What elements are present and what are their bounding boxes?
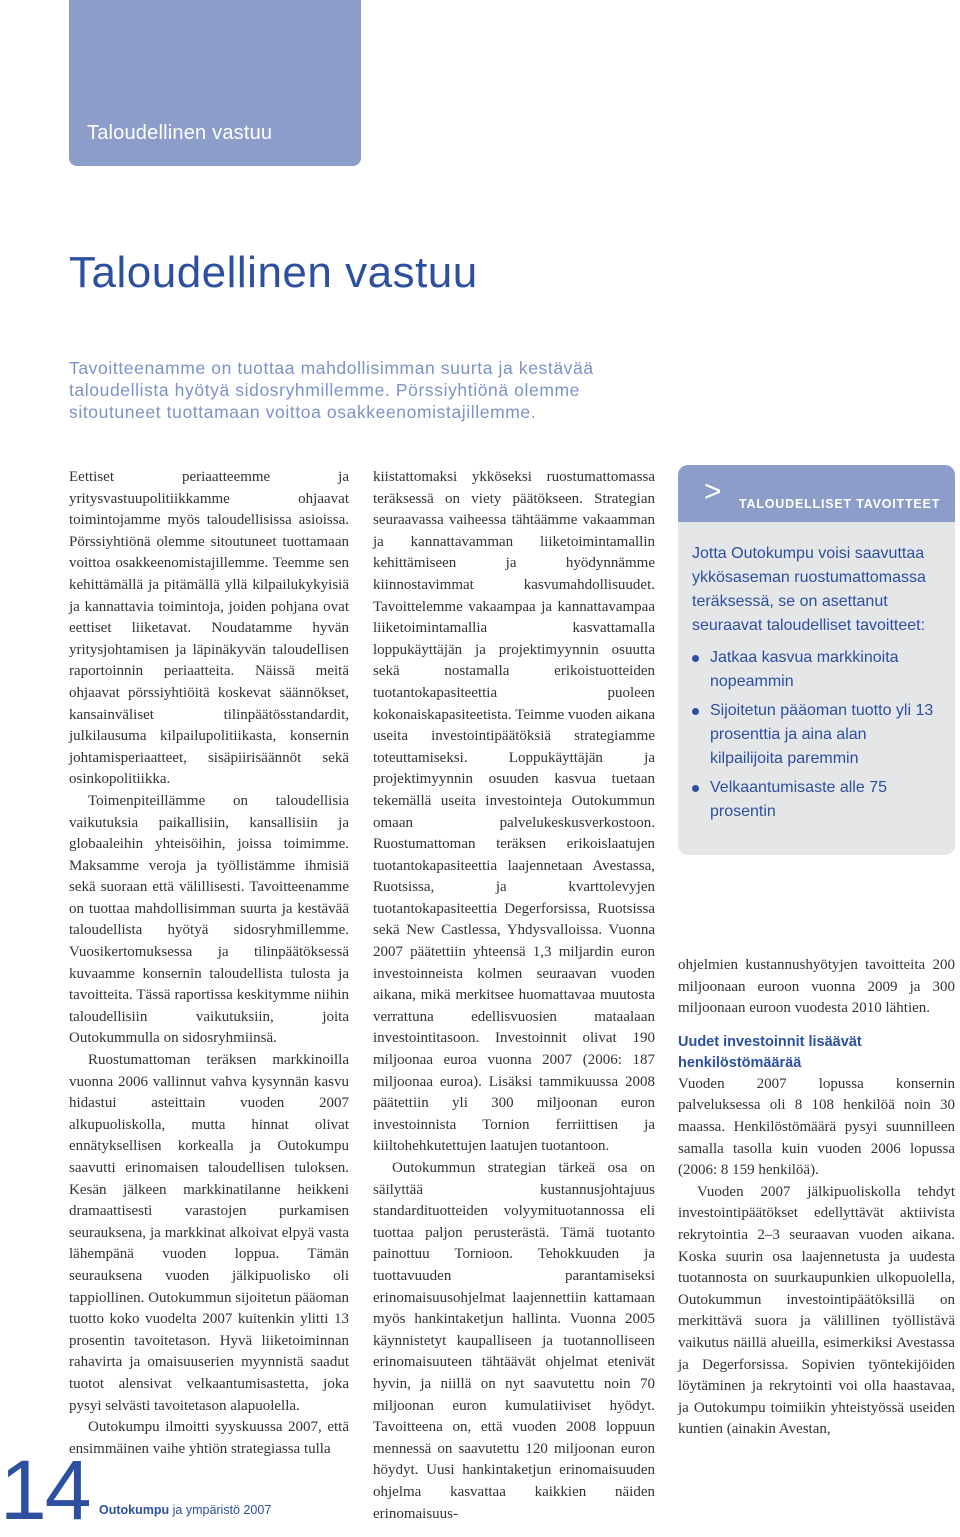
section-heading: Uudet investoinnit lisäävät henkilöstömäärää [678, 1033, 862, 1071]
financial-targets-list [692, 646, 942, 824]
bullet-icon [692, 785, 699, 792]
list-item [692, 776, 942, 824]
list-item [692, 646, 942, 694]
paragraph: Eettiset periaatteemme ja yritysvastuupolitiikkamme ohjaavat toimintojamme myös taloudellisissa asioissa. Pörssiyhtiönä olemme sitoutuneet tuottamaan voittoa osakkeenomistajillemme. Teemme sen kehittämällä ja pitämällä yllä kilpailukykyisiä ja kannattavia toimintoja, joiden pohjana ovat eettiset liiketavat. Noudatamme hyvän yritysjohtamisen ja läpinäkyvän taloudellisen raportoinnin periaatteita. Näissä meitä ohjaavat pörssiyhtiöitä koskevat säännökset, kansainväliset tilinpäätösstandardit, julkilausuma kilpailupolitiikasta, konsernin johtamisperiaatteet, sisäpiirisäännöt sekä osinkopolitiikka. [69, 469, 349, 788]
chevron-right-icon: > [704, 475, 722, 508]
paragraph: ohjelmien kustannushyötyjen tavoitteita 200 miljoonaan euroon vuonna 2009 ja 300 miljoonaan euroon vuodesta 2010 lähtien. [678, 957, 955, 1017]
financial-targets-box [678, 465, 955, 855]
footer-brand: Outokumpu [99, 1503, 170, 1517]
financial-targets-title: TALOUDELLISET TAVOITTEET [739, 497, 941, 511]
financial-targets-header [678, 465, 955, 522]
text-column-1 [69, 467, 349, 1460]
paragraph: Toimenpiteillämme on taloudellisia vaikutuksia paikallisiin, kansallisiin ja globaaleihin yhteisöihin, joissa toimimme. Maksamme veroja ja työllistämme ihmisiä sekä suoraan että välillisesti. Tavoitteenamme on tuottaa mahdollisimman suurta ja kestävää taloudellista hyötyä sidosryhmillemme. Vuosikertomuksessa ja tilinpäätöksessä kuvaamme konsernin taloudellista tulosta ja tavoitteita. Tässä raportissa keskitymme niihin taloudellisiin vaikutuksiin, joita Outokummulla on sidosryhmiinsä. [69, 792, 349, 1047]
bullet-icon [692, 708, 699, 715]
list-item-text: Velkaantumisaste alle 75 prosentin [710, 779, 887, 820]
list-item-text: Jatkaa kasvua markkinoita nopeammin [710, 649, 899, 690]
text-column-3 [678, 955, 955, 1441]
section-tab-title: Taloudellinen vastuu [87, 122, 273, 144]
list-item-text: Sijoitetun pääoman tuotto yli 13 prosenttia ja aina alan kilpailijoita paremmin [710, 702, 934, 767]
paragraph: kiistattomaksi ykköseksi ruostumattomassa teräksessä on viety päätökseen. Strategian seuraavassa vaiheessa tähtäämme vakaamman ja kannattavamman liiketoimintamallin kehittämiseen ja hyödynnämme kiinnostavimmat kasvumahdollisuudet. Tavoittelemme vakaampaa ja kannattavampaa liiketoimintamallia kasvattamalla loppukäyttäjän ja projektimyynnin osuutta sekä nostamalla erikoistuotteiden tuotantokapasiteettia puoleen kokonaiskapasiteetista. Teimme vuoden aikana useita investointipäätöksiä strategiamme toteuttamiseksi. Loppukäyttäjän ja projektimyynnin osuuden kasvua tuetaan tekemällä useita investointeja Outokummun omaan palvelukeskusverkostoon. Ruostumattoman teräksen erikoislaatujen tuotantokapasiteettia laajennetaan Avestassa, Ruotsissa, ja kvarttolevyjen tuotantokapasiteettia Degerforsissa, Ruotsissa sekä New Castlessa, Yhdysvalloissa. Vuonna 2007 päätettiin yhteensä 1,3 miljardin euron investoinneista kolmen seuraavan vuoden aikana, mikä merkitsee huomattavaa muutosta verrattuna edellisvuosien mataalaan investointitasoon. Investoinnit olivat 190 miljoonaa euroa vuonna 2007 (2006: 187 miljoonaa euroa). Lisäksi tammikuussa 2008 päätettiin yli 300 miljoonan euron investoinnista Tornion ferriittisen ja kiiltohehkutettujen laatujen tuotantoon. [373, 469, 655, 1155]
paragraph: Vuoden 2007 lopussa konsernin palveluksessa oli 8 108 henkilöä noin 30 maassa. Henkilöstömäärä pysyi suunnilleen samalla tasolla kuin vuoden 2006 lopussa (2006: 8 159 henkilöä). [678, 1075, 955, 1179]
paragraph: Outokumpu ilmoitti syyskuussa 2007, että ensimmäinen vaihe yhtiön strategiassa tulla [69, 1419, 349, 1457]
bullet-icon [692, 655, 699, 662]
footer-publication: ja ympäristö 2007 [172, 1503, 272, 1517]
section-tab [69, 0, 361, 166]
page-title: Taloudellinen vastuu [69, 248, 478, 297]
financial-targets-body [692, 542, 942, 829]
page-number: 14 [0, 1443, 90, 1537]
paragraph: Vuoden 2007 jälkipuoliskolla tehdyt investointipäätökset edellyttävät aktiivista rekrytointia 2–3 seuraavan vuoden aikana. Koska suurin osa laajennetusta ja uudesta tuotannosta on suurkaupunkien ulkopuolella, Outokummun investointipäätöksillä on merkittävä suora ja välillinen työllistävä vaikutus näillä alueilla, esimerkiksi Avestassa ja Degerforsissa. Sopivien työntekijöiden löytäminen ja rekrytointi voi olla haastavaa, ja Outokumpu toimiikin yhteistyössä useiden kuntien (ainakin Avestan, [678, 1183, 955, 1438]
list-item [692, 699, 942, 771]
text-column-2 [373, 467, 655, 1525]
footer [99, 1503, 271, 1517]
paragraph: Outokummun strategian tärkeä osa on säilyttää kustannusjohtajuus standardituotteiden volyymituotannossa eli tuottaa paljon perusterästä. Tämä tuotanto painottuu Tornioon. Tehokkuuden ja tuottavuuden parantamiseksi erinomaisuusohjelmat laajennettiin kattamaan myös hankintaketjun hallinta. Vuonna 2005 käynnistetyt kaupalliseen ja tuotannolliseen erinomaisuuteen tähtäävät ohjelmat etenivät hyvin, ja niillä on nyt saavutettu noin 70 miljoonan euron kumulatiiviset hyödyt. Tavoitteena on, että vuoden 2008 loppuun mennessä on saavutettu 120 miljoonan euron höydyt. Uusi hankintaketjun erinomaisuuden ohjelma kasvattaa kaikkien näiden erinomaisuus- [373, 1160, 655, 1522]
paragraph: Ruostumattoman teräksen markkinoilla vuonna 2006 vallinnut vahva kysynnän kasvu hidastui asteittain vuoden 2007 alkupuoliskolla, mutta hinnat olivat ennätyksellisen korkealla ja Outokumpu saavutti erinomaisen taloudellisen tuloksen. Kesän jälkeen markkinatilanne heikkeni dramaattisesti varastojen purkamisen seurauksena, ja markkinat alkoivat elpyä vasta lähempänä vuoden loppua. Tämän seurauksena vuoden jälkipuolisko oli tappiollinen. Outokummun sijoitetun pääoman tuotto koko vuodelta 2007 kuitenkin ylitti 13 prosentin tavoitetason. Hyvä liiketoiminnan rahavirta ja omaisuuserien myynnistä saadut tuotot alensivat velkaantumisastetta, joka pysyi selvästi tavoitetason alapuolella. [69, 1052, 349, 1414]
financial-targets-intro: Jotta Outokumpu voisi saavuttaa ykkösaseman ruostumattomassa teräksessä, se on asettanut seuraavat taloudelliset tavoitteet: [692, 545, 926, 634]
lead-paragraph: Tavoitteenamme on tuottaa mahdollisimman suurta ja kestävää taloudellista hyötyä sidosryhmillemme. Pörssiyhtiönä olemme sitoutuneet tuottamaan voittoa osakkeenomistajillemme. [69, 358, 594, 422]
